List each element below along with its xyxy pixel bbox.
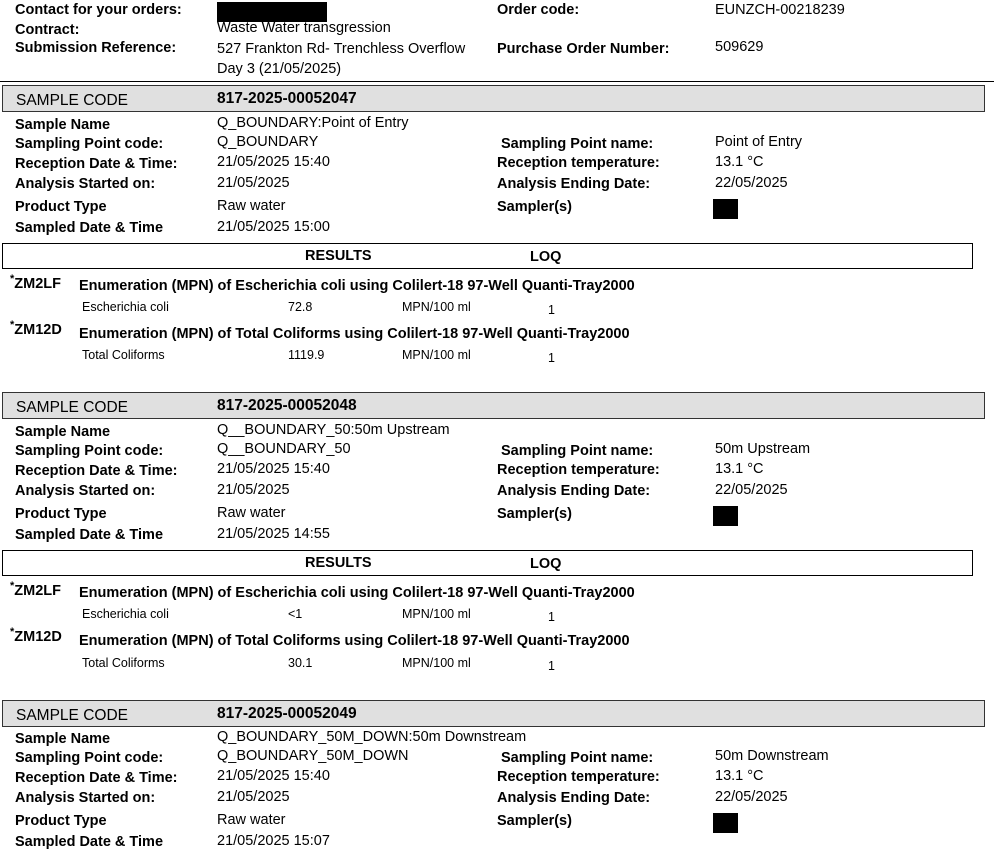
accreditation-star: * [10,626,15,638]
parameter-name: Escherichia coli [82,607,169,621]
analysis-started-value: 21/05/2025 [217,789,290,805]
analysis-ending-label: Analysis Ending Date: [497,176,651,192]
sample-code-bar [2,392,985,419]
sampling-point-code-label: Sampling Point code: [15,136,164,152]
redacted-sampler [713,506,738,526]
results-heading: RESULTS [305,248,372,264]
sample-code-bar [2,85,985,112]
product-type-value: Raw water [217,812,286,828]
analysis-started-value: 21/05/2025 [217,175,290,191]
sampling-point-name-label: Sampling Point name: [501,443,654,459]
redacted-sampler [713,813,738,833]
analysis-ending-label: Analysis Ending Date: [497,790,651,806]
sample-code-value: 817-2025-00052048 [217,397,357,414]
parameter-name: Total Coliforms [82,656,165,670]
reception-dt-label: Reception Date & Time: [15,770,178,786]
analysis-ending-value: 22/05/2025 [715,175,788,191]
analysis-started-label: Analysis Started on: [15,483,156,499]
sample-code-bar [2,700,985,727]
sampling-point-code-value: Q_BOUNDARY_50M_DOWN [217,748,409,764]
product-type-label: Product Type [15,506,107,522]
loq-value: 1 [548,610,555,624]
reception-dt-label: Reception Date & Time: [15,156,178,172]
result-value: 72.8 [288,300,313,314]
sample-code-label: SAMPLE CODE [16,707,128,724]
test-code-text: ZM12D [14,322,62,338]
test-code [10,319,62,338]
test-code-text: ZM2LF [14,583,61,599]
sampled-dt-value: 21/05/2025 15:00 [217,219,330,235]
po-label: Purchase Order Number: [497,41,670,57]
reception-dt-value: 21/05/2025 15:40 [217,461,330,477]
reception-temp-label: Reception temperature: [497,769,660,785]
order-code-label: Order code: [497,2,580,18]
product-type-label: Product Type [15,199,107,215]
sampled-dt-label: Sampled Date & Time [15,527,164,543]
sampled-dt-value: 21/05/2025 14:55 [217,526,330,542]
sample-name-value: Q_BOUNDARY_50M_DOWN:50m Downstream [217,729,527,745]
sampled-dt-value: 21/05/2025 15:07 [217,833,330,849]
product-type-label: Product Type [15,813,107,829]
sample-name-label: Sample Name [15,117,111,133]
sampling-point-name-value: 50m Downstream [715,748,829,764]
result-unit: MPN/100 ml [402,348,471,362]
results-header-box [2,243,973,269]
analysis-ending-value: 22/05/2025 [715,789,788,805]
sample-code-value: 817-2025-00052047 [217,90,357,107]
analysis-ending-label: Analysis Ending Date: [497,483,651,499]
sample-code-label: SAMPLE CODE [16,399,128,416]
samplers-label: Sampler(s) [497,506,572,522]
samplers-label: Sampler(s) [497,199,572,215]
sample-code-label: SAMPLE CODE [16,92,128,109]
redacted-sampler [713,199,738,219]
analysis-started-label: Analysis Started on: [15,176,156,192]
sample-name-value: Q_BOUNDARY:Point of Entry [217,115,409,131]
reception-dt-value: 21/05/2025 15:40 [217,154,330,170]
loq-value: 1 [548,351,555,365]
test-code-text: ZM2LF [14,276,61,292]
result-value: <1 [288,607,303,621]
test-title: Enumeration (MPN) of Escherichia coli using Colilert-18 97-Well Quanti-Tray2000 [79,585,635,601]
results-heading: RESULTS [305,555,372,571]
result-value: 1119.9 [288,348,325,362]
parameter-name: Escherichia coli [82,300,169,314]
loq-heading: LOQ [530,249,562,265]
sampling-point-code-value: Q__BOUNDARY_50 [217,441,351,457]
reception-dt-value: 21/05/2025 15:40 [217,768,330,784]
sampled-dt-label: Sampled Date & Time [15,834,164,850]
product-type-value: Raw water [217,505,286,521]
submission-value-line2: Day 3 (21/05/2025) [217,61,342,77]
loq-heading: LOQ [530,556,562,572]
test-title: Enumeration (MPN) of Total Coliforms using Colilert-18 97-Well Quanti-Tray2000 [79,326,630,342]
result-unit: MPN/100 ml [402,656,471,670]
submission-label: Submission Reference: [15,40,177,56]
sampling-point-code-label: Sampling Point code: [15,750,164,766]
analysis-ending-value: 22/05/2025 [715,482,788,498]
samplers-label: Sampler(s) [497,813,572,829]
product-type-value: Raw water [217,198,286,214]
loq-value: 1 [548,303,555,317]
reception-temp-value: 13.1 °C [715,154,764,170]
sampling-point-code-value: Q_BOUNDARY [217,134,319,150]
loq-value: 1 [548,659,555,673]
parameter-name: Total Coliforms [82,348,165,362]
contract-label: Contract: [15,22,80,38]
redacted-contact [217,2,327,22]
reception-temp-value: 13.1 °C [715,768,764,784]
test-code [10,580,61,599]
sampling-point-name-label: Sampling Point name: [501,750,654,766]
test-code [10,626,62,645]
contact-label: Contact for your orders: [15,2,182,18]
accreditation-star: * [10,273,15,285]
header-divider [0,81,994,82]
sampling-point-name-label: Sampling Point name: [501,136,654,152]
accreditation-star: * [10,319,15,331]
test-title: Enumeration (MPN) of Total Coliforms using Colilert-18 97-Well Quanti-Tray2000 [79,633,630,649]
results-header-box [2,550,973,576]
contract-value: Waste Water transgression [217,20,391,36]
test-code-text: ZM12D [14,629,62,645]
order-code-value: EUNZCH-00218239 [715,2,845,18]
test-title: Enumeration (MPN) of Escherichia coli using Colilert-18 97-Well Quanti-Tray2000 [79,278,635,294]
sample-name-label: Sample Name [15,424,111,440]
sampling-point-name-value: 50m Upstream [715,441,811,457]
accreditation-star: * [10,580,15,592]
sampling-point-name-value: Point of Entry [715,134,803,150]
sampling-point-code-label: Sampling Point code: [15,443,164,459]
reception-dt-label: Reception Date & Time: [15,463,178,479]
test-code [10,273,61,292]
sample-code-value: 817-2025-00052049 [217,705,357,722]
submission-value-line1: 527 Frankton Rd- Trenchless Overflow [217,41,466,57]
analysis-started-label: Analysis Started on: [15,790,156,806]
result-value: 30.1 [288,656,313,670]
analysis-started-value: 21/05/2025 [217,482,290,498]
result-unit: MPN/100 ml [402,607,471,621]
reception-temp-value: 13.1 °C [715,461,764,477]
po-value: 509629 [715,39,764,55]
sample-name-label: Sample Name [15,731,111,747]
reception-temp-label: Reception temperature: [497,462,660,478]
reception-temp-label: Reception temperature: [497,155,660,171]
sample-name-value: Q__BOUNDARY_50:50m Upstream [217,422,450,438]
result-unit: MPN/100 ml [402,300,471,314]
sampled-dt-label: Sampled Date & Time [15,220,164,236]
